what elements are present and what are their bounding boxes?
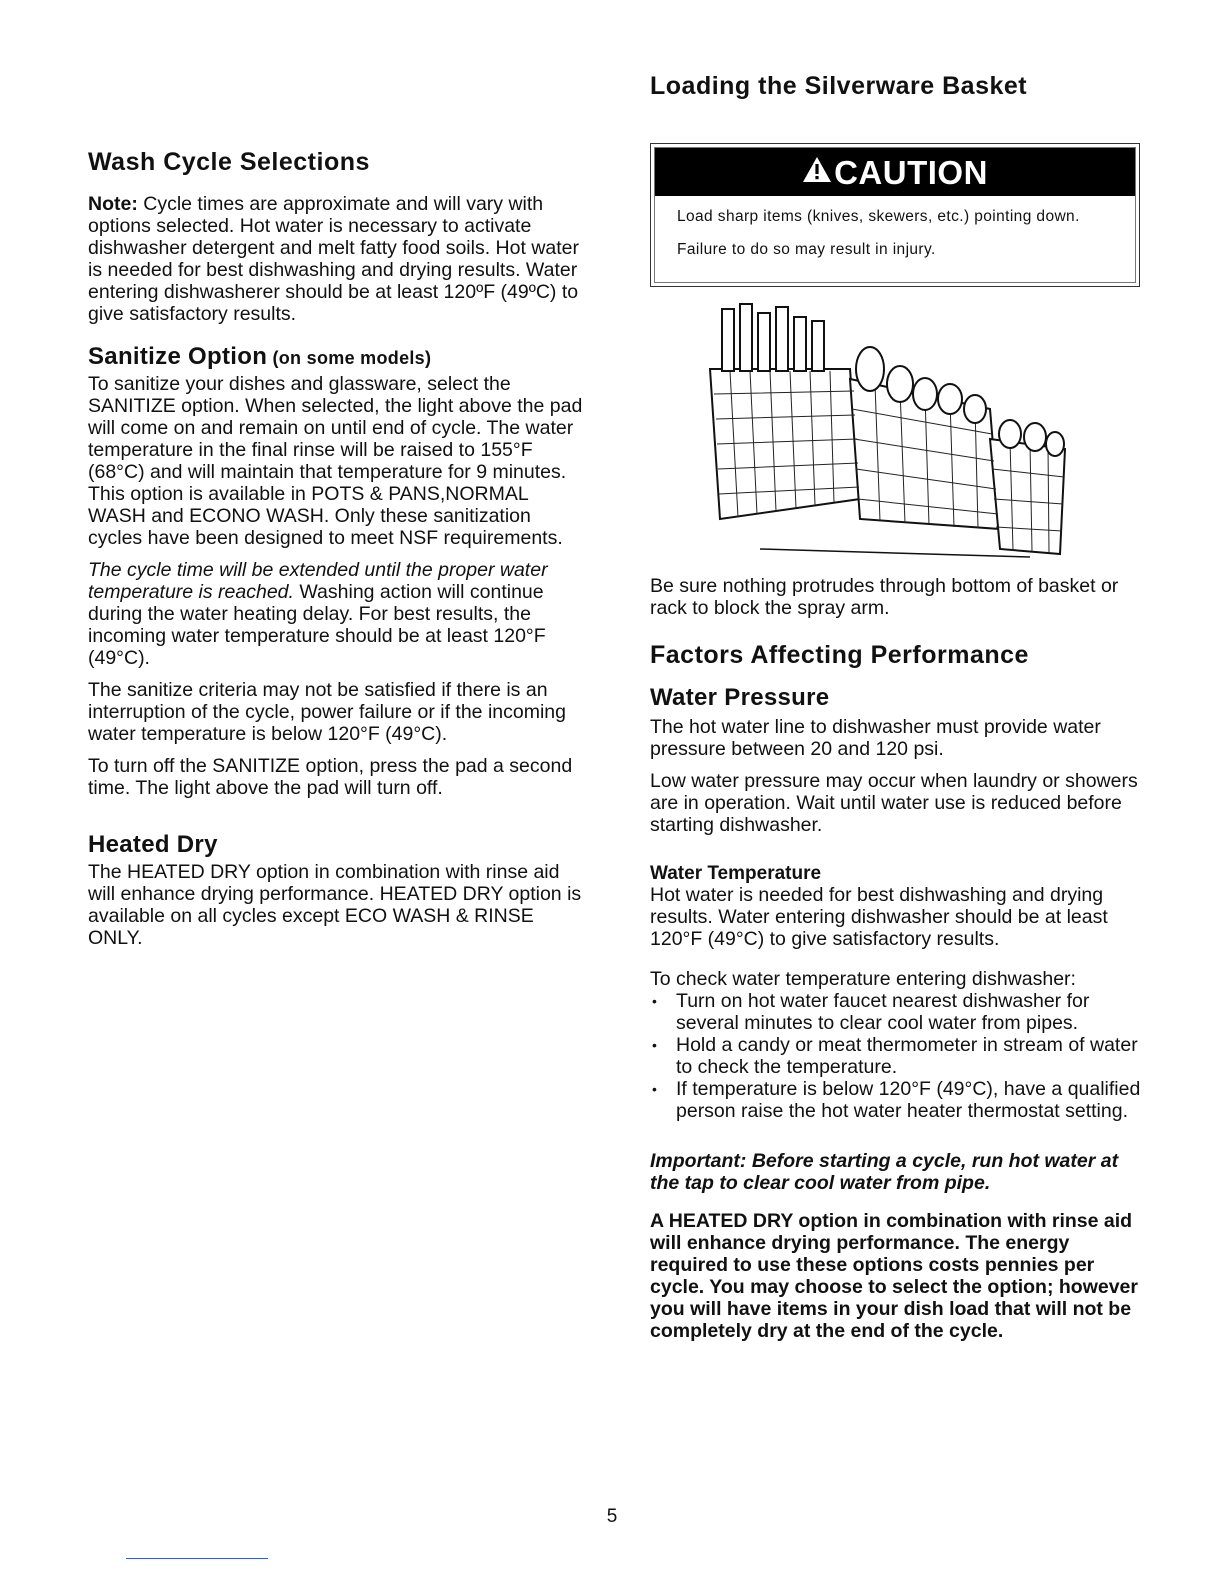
list-item: • If temperature is below 120°F (49°C), have a qualified person raise the hot water heater thermostat setting. bbox=[650, 1078, 1150, 1122]
factors-title: Factors Affecting Performance bbox=[650, 641, 1029, 669]
sanitize-paragraph-1: To sanitize your dishes and glassware, select the SANITIZE option. When selected, the light above the pad will come on and remain on until end of cycle. The water temperature in the final rinse will be raised to 155°F (68°C) and will maintain that temperature for 9 minutes. This option is available in POTS & PANS,NORMAL WASH and ECONO WASH. Only these sanitization cycles have been designed to meet NSF requirements. bbox=[88, 373, 583, 549]
sanitize-paragraph-3: The sanitize criteria may not be satisfied if there is an interruption of the cycle, power failure or if the incoming water temperature is below 120°F (49°C). bbox=[88, 679, 566, 745]
temperature-check-list bbox=[650, 990, 1150, 1122]
caution-box bbox=[650, 143, 1140, 287]
basket-note: Be sure nothing protrudes through bottom of basket or rack to block the spray arm. bbox=[650, 575, 1119, 619]
note-label: Note: bbox=[88, 193, 138, 215]
warning-triangle-icon bbox=[802, 147, 832, 197]
silverware-basket-title: Loading the Silverware Basket bbox=[650, 72, 1028, 100]
caution-header bbox=[655, 148, 1135, 196]
water-temperature-title: Water Temperature bbox=[650, 863, 822, 884]
page-number: 5 bbox=[606, 1506, 618, 1527]
water-pressure-title: Water Pressure bbox=[650, 684, 830, 711]
caution-line-1: Load sharp items (knives, skewers, etc.) pointing down. bbox=[677, 208, 1080, 225]
note-text: Cycle times are approximate and will vary with options selected. Hot water is necessary to activate dishwasher detergent and melt fatty food soils. Hot water is needed for best dishwashing and drying results. Water entering dishwasherer should be at least 120ºF (49ºC) to give satisfactory results. bbox=[88, 193, 580, 325]
heated-dry-text: The HEATED DRY option in combination with rinse aid will enhance drying performance. HEATED DRY option is available on all cycles except ECO WASH & RINSE ONLY. bbox=[88, 861, 582, 949]
pressure-paragraph-1: The hot water line to dishwasher must provide water pressure between 20 and 120 psi. bbox=[650, 716, 1101, 760]
temperature-paragraph: Hot water is needed for best dishwashing and drying results. Water entering dishwasher should be at least 120°F (49°C) to give satisfactory results. bbox=[650, 884, 1108, 950]
caution-label: CAUTION bbox=[834, 154, 988, 191]
left-column bbox=[88, 148, 588, 949]
sanitize-italic: The cycle time will be extended until the proper water temperature is reached. bbox=[88, 559, 548, 603]
right-column bbox=[650, 72, 1150, 1342]
heated-dry-title: Heated Dry bbox=[88, 831, 218, 858]
wash-cycle-title: Wash Cycle Selections bbox=[88, 148, 370, 176]
sanitize-title bbox=[88, 343, 588, 371]
list-item: • Turn on hot water faucet nearest dishwasher for several minutes to clear cool water from pipes. bbox=[650, 990, 1150, 1034]
footer-rule bbox=[126, 1558, 268, 1559]
silverware-basket-illustration bbox=[700, 299, 1070, 559]
wash-note bbox=[88, 193, 588, 325]
caution-body bbox=[655, 196, 1135, 282]
sanitize-paragraph-2 bbox=[88, 559, 588, 669]
sanitize-paragraph-4: To turn off the SANITIZE option, press the pad a second time. The light above the pad will turn off. bbox=[88, 755, 573, 799]
caution-line-2: Failure to do so may result in injury. bbox=[677, 241, 936, 258]
important-note: Important: Before starting a cycle, run hot water at the tap to clear cool water from pipe. bbox=[650, 1150, 1119, 1194]
list-item: • Hold a candy or meat thermometer in stream of water to check the temperature. bbox=[650, 1034, 1150, 1078]
heated-dry-bold-note: A HEATED DRY option in combination with rinse aid will enhance drying performance. The energy required to use these options costs pennies per cycle. You may choose to select the option; however you will have items in your dish load that will not be completely dry at the end of the cycle. bbox=[650, 1210, 1138, 1342]
pressure-paragraph-2: Low water pressure may occur when laundry or showers are in operation. Wait until water use is reduced before starting dishwasher. bbox=[650, 770, 1138, 836]
sanitize-qualifier: (on some models) bbox=[267, 348, 432, 368]
sanitize-title-text: Sanitize Option bbox=[88, 343, 268, 370]
temperature-check-intro: To check water temperature entering dishwasher: bbox=[650, 968, 1076, 990]
sanitize-p2-rest: Washing action will continue during the water heating delay. For best results, the incoming water temperature should be at least 120°F (49°C). bbox=[88, 581, 546, 669]
